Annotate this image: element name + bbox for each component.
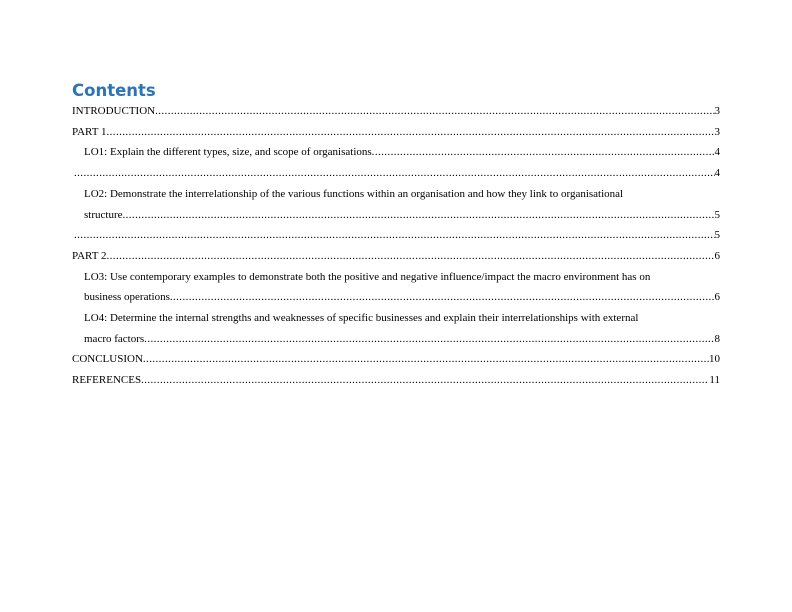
toc-page-number: 3 bbox=[714, 105, 720, 117]
toc-entry-title-line2: business operations bbox=[84, 291, 170, 304]
toc-dot-leader bbox=[372, 142, 715, 163]
toc-entry-title: CONCLUSION bbox=[72, 353, 143, 366]
toc-dot-leader bbox=[143, 349, 709, 370]
toc-dot-leader bbox=[74, 225, 715, 246]
toc-entry-title: REFERENCES bbox=[72, 374, 142, 387]
toc-page-number: 4 bbox=[714, 146, 720, 159]
toc-dot-leader bbox=[122, 205, 714, 226]
toc-entry-blank-1[interactable] bbox=[72, 163, 720, 184]
toc-entry-title: PART 1 bbox=[72, 125, 107, 138]
toc-entry-introduction[interactable] bbox=[72, 101, 720, 122]
toc-dot-leader bbox=[141, 370, 709, 391]
toc-entry-title-line2: structure bbox=[84, 208, 123, 221]
toc-list bbox=[72, 101, 720, 391]
toc-entry-title-line1: LO4: Determine the internal strengths and weaknesses of specific businesses and explain their interrelationships with external bbox=[84, 312, 639, 325]
toc-page-number: 4 bbox=[714, 167, 720, 180]
toc-dot-leader bbox=[155, 101, 714, 122]
toc-entry-part-2[interactable] bbox=[72, 246, 720, 267]
toc-page-number: 6 bbox=[714, 249, 720, 262]
toc-page-number: 10 bbox=[709, 353, 720, 366]
toc-page-number: 5 bbox=[714, 229, 720, 242]
toc-entry-title-line2: macro factors bbox=[84, 332, 145, 345]
toc-heading: Contents bbox=[72, 81, 156, 100]
toc-dot-leader bbox=[74, 163, 715, 184]
toc-page-number: 3 bbox=[714, 125, 720, 138]
toc-dot-leader bbox=[144, 329, 714, 350]
toc-entry-conclusion[interactable] bbox=[72, 349, 720, 370]
toc-dot-leader bbox=[107, 246, 715, 267]
toc-entry-title-line1: LO3: Use contemporary examples to demonstrate both the positive and negative influence/impact the macro environment has on bbox=[84, 270, 651, 283]
table-of-contents bbox=[72, 80, 720, 391]
toc-page-number: 5 bbox=[714, 208, 720, 221]
toc-entry-blank-2[interactable] bbox=[72, 225, 720, 246]
toc-dot-leader bbox=[170, 287, 715, 308]
toc-entry-title: LO1: Explain the different types, size, and scope of organisations bbox=[84, 146, 372, 159]
toc-entry-lo1[interactable] bbox=[72, 142, 720, 163]
toc-entry-title: PART 2 bbox=[72, 249, 107, 262]
toc-page-number: 8 bbox=[714, 332, 720, 345]
toc-entry-lo2[interactable] bbox=[72, 184, 720, 225]
toc-entry-title: INTRODUCTION bbox=[72, 105, 156, 117]
toc-page-number: 11 bbox=[709, 374, 720, 387]
toc-page-number: 6 bbox=[714, 291, 720, 304]
toc-entry-references[interactable] bbox=[72, 370, 720, 391]
toc-entry-title-line1: LO2: Demonstrate the interrelationship of the various functions within an organisation and how they link to organisational bbox=[84, 187, 624, 200]
toc-dot-leader bbox=[107, 122, 715, 143]
toc-entry-part-1[interactable] bbox=[72, 122, 720, 143]
toc-entry-lo4[interactable] bbox=[72, 308, 720, 349]
toc-entry-lo3[interactable] bbox=[72, 267, 720, 308]
